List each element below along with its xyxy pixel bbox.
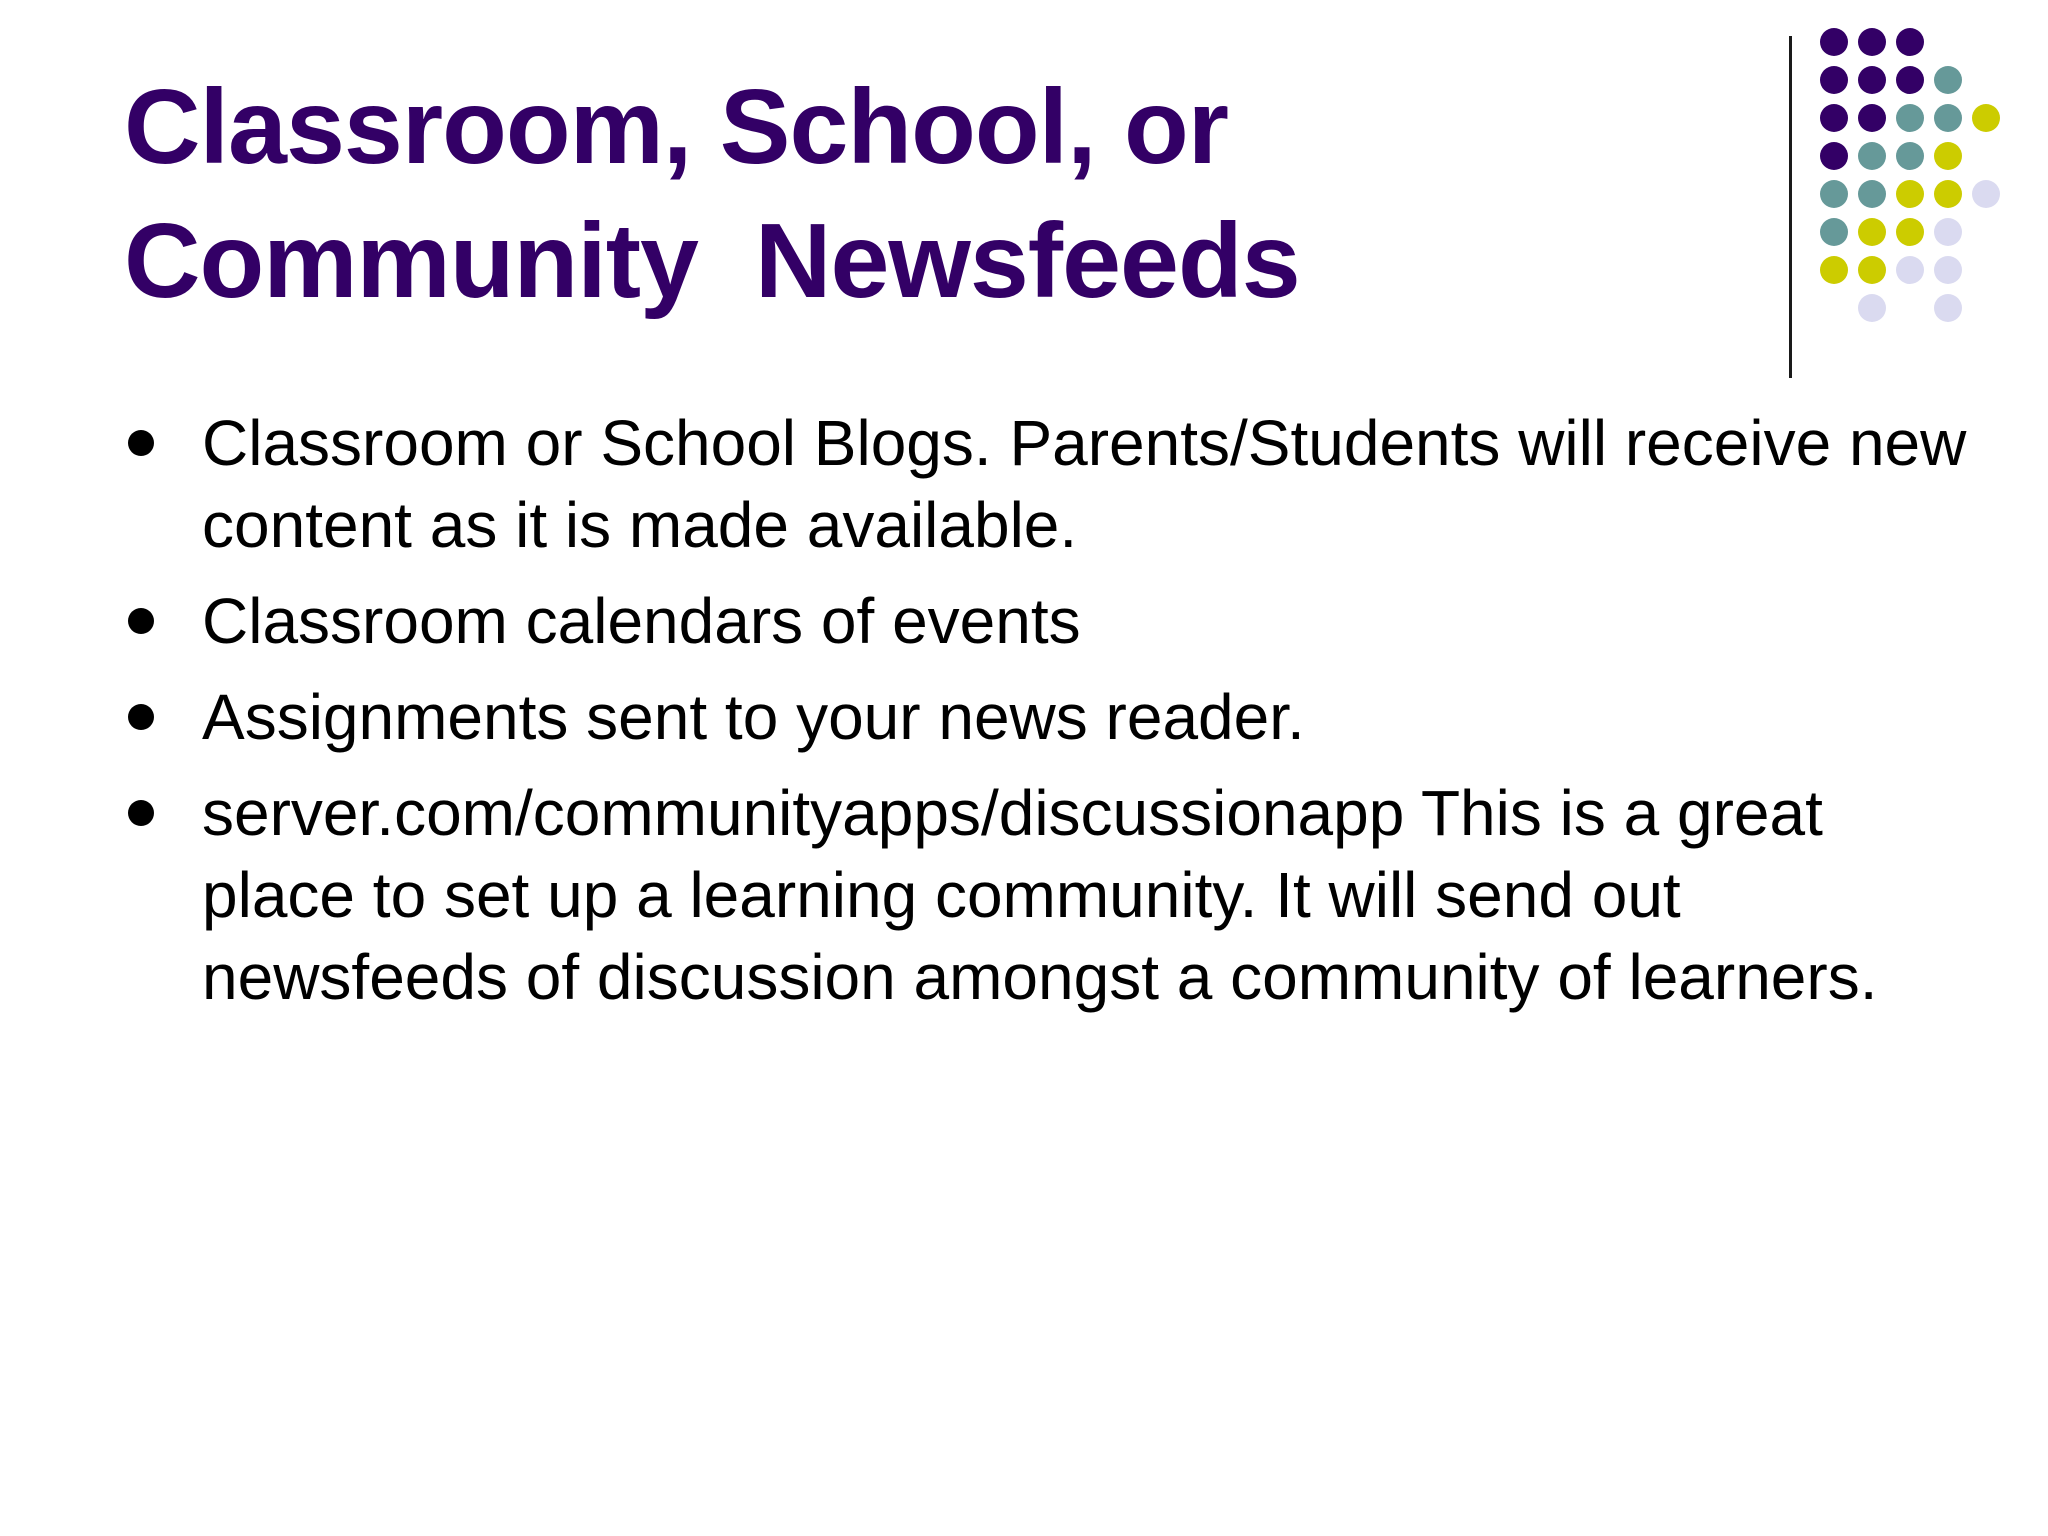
slide-title-line-1: Classroom, School, or	[124, 68, 1229, 186]
dot-purple	[1858, 104, 1886, 132]
dot-purple	[1820, 104, 1848, 132]
bullet-text: Classroom or School Blogs. Parents/Students will receive new content as it is made available.	[202, 407, 1967, 561]
dot-lavender	[1934, 218, 1962, 246]
dot-olive	[1858, 256, 1886, 284]
bullet-dot-icon	[128, 608, 154, 634]
slide-title	[124, 60, 1724, 328]
bullet-list	[124, 402, 1984, 1032]
dot-teal	[1896, 142, 1924, 170]
dot-teal	[1820, 180, 1848, 208]
dot-teal	[1820, 218, 1848, 246]
bullet-dot-icon	[128, 430, 154, 456]
bullet-item-assignments	[124, 676, 1984, 758]
dot-purple	[1820, 142, 1848, 170]
dot-purple	[1896, 66, 1924, 94]
vertical-divider	[1789, 36, 1792, 378]
bullet-text: Assignments sent to your news reader.	[202, 681, 1305, 753]
dot-lavender	[1934, 294, 1962, 322]
dot-lavender	[1858, 294, 1886, 322]
dot-olive	[1858, 218, 1886, 246]
dot-teal	[1858, 142, 1886, 170]
dot-olive	[1972, 104, 2000, 132]
dot-purple	[1858, 28, 1886, 56]
bullet-item-discussion-app	[124, 772, 1984, 1018]
dot-purple	[1858, 66, 1886, 94]
dot-lavender	[1934, 256, 1962, 284]
dot-teal	[1896, 104, 1924, 132]
dot-purple	[1820, 28, 1848, 56]
dot-olive	[1820, 256, 1848, 284]
dot-olive	[1934, 142, 1962, 170]
bullet-item-calendars	[124, 580, 1984, 662]
dot-purple	[1896, 28, 1924, 56]
dot-olive	[1934, 180, 1962, 208]
dot-teal	[1934, 104, 1962, 132]
dot-lavender	[1896, 256, 1924, 284]
dot-purple	[1820, 66, 1848, 94]
bullet-text: Classroom calendars of events	[202, 585, 1081, 657]
dot-olive	[1896, 218, 1924, 246]
dot-teal	[1934, 66, 1962, 94]
dot-olive	[1896, 180, 1924, 208]
dot-teal	[1858, 180, 1886, 208]
bullet-text: server.com/communityapps/discussionapp This is a great place to set up a learning community. It will send out newsfeeds of discussion amongst a community of learners.	[202, 777, 1878, 1013]
dot-lavender	[1972, 180, 2000, 208]
bullet-item-blogs	[124, 402, 1984, 566]
decorative-dot-grid	[1820, 28, 2048, 348]
slide-title-line-2: Community Newsfeeds	[124, 202, 1300, 320]
bullet-dot-icon	[128, 704, 154, 730]
bullet-dot-icon	[128, 800, 154, 826]
